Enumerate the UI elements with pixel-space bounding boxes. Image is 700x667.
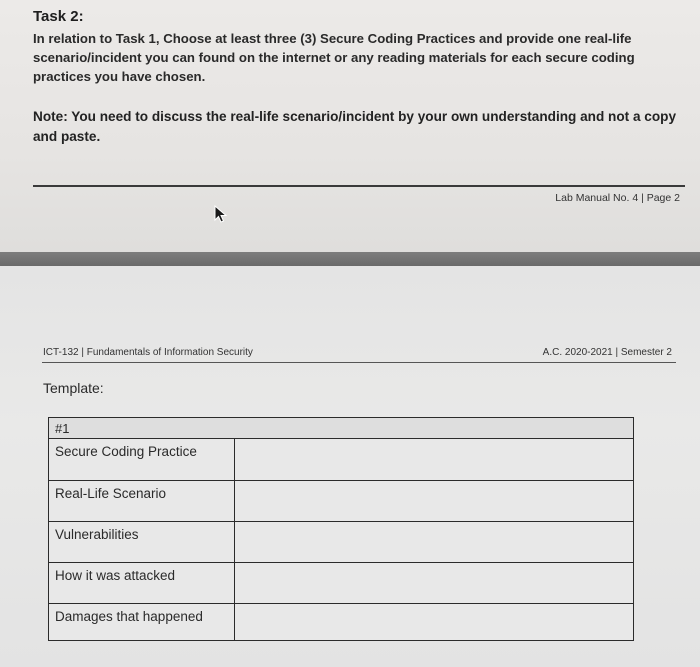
row-label-secure-coding-practice: Secure Coding Practice [49,439,235,481]
row-label-vulnerabilities: Vulnerabilities [49,522,235,563]
course-header: ICT-132 | Fundamentals of Information Security [43,347,253,358]
row-label-real-life-scenario: Real-Life Scenario [49,481,235,522]
footer-divider [33,185,685,187]
semester-header: A.C. 2020-2021 | Semester 2 [542,347,672,358]
header-divider [42,362,676,363]
row-value-secure-coding-practice[interactable] [235,439,633,481]
page-footer: Lab Manual No. 4 | Page 2 [555,192,680,204]
task-note: Note: You need to discuss the real-life scenario/incident by your own understanding and not a copy and paste. [33,109,677,144]
page-separator [0,252,700,266]
mouse-pointer-icon [214,205,228,223]
row-value-how-attacked[interactable] [235,563,633,604]
table-number: #1 [49,418,633,439]
row-value-damages[interactable] [235,604,633,640]
row-label-how-attacked: How it was attacked [49,563,235,604]
template-table [48,417,634,641]
row-value-vulnerabilities[interactable] [235,522,633,563]
template-label: Template: [43,380,104,396]
row-label-damages: Damages that happened [49,604,235,640]
row-value-real-life-scenario[interactable] [235,481,633,522]
task-title: Task 2: [33,8,84,25]
task-description: In relation to Task 1, Choose at least three (3) Secure Coding Practices and provide one real-life scenario/incident you can found on the internet or any reading materials for each secure coding practices you have chosen. [33,31,635,84]
